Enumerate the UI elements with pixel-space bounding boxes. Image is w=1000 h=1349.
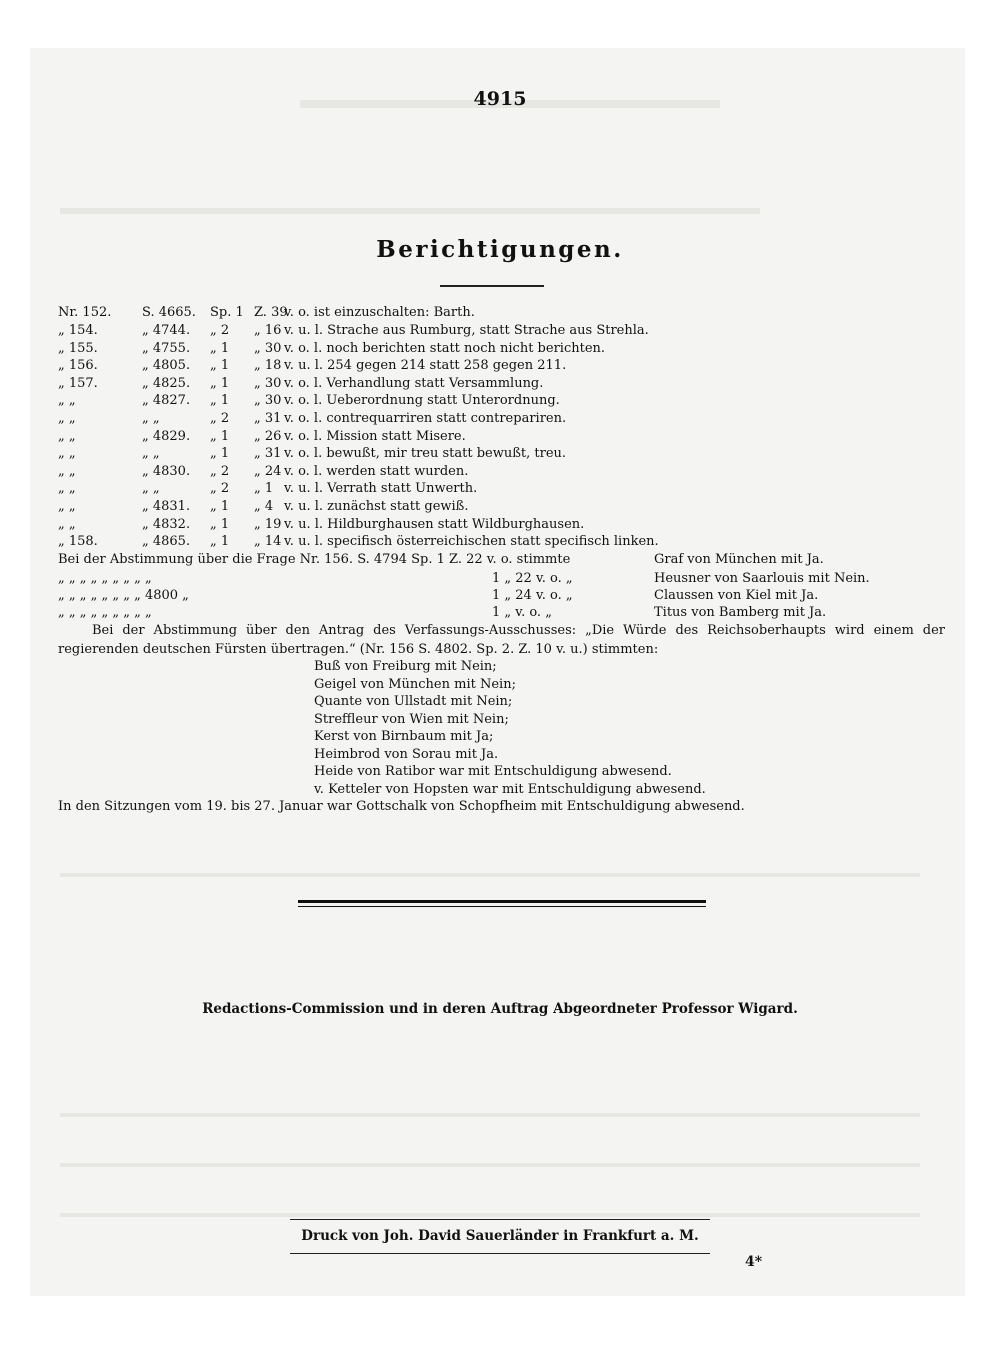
- voter-line: Heide von Ratibor war mit Entschuldigung abwesend.: [314, 764, 672, 779]
- absence-note: In den Sitzungen vom 19. bis 27. Januar war Gottschalk von Schopfheim mit Entschuldigung abwesend.: [58, 799, 745, 814]
- voter-line: Kerst von Birnbaum mit Ja;: [314, 729, 494, 744]
- voter-line: Buß von Freiburg mit Nein;: [314, 659, 497, 674]
- voter-line: Geigel von München mit Nein;: [314, 677, 516, 692]
- sheet-signature: 4*: [745, 1254, 763, 1270]
- bleed-through-mark: [60, 873, 920, 877]
- bleed-through-mark: [60, 1163, 920, 1167]
- commission-credit: Redactions-Commission und in deren Auftrag Abgeordneter Professor Wigard.: [202, 1001, 798, 1017]
- page-number: 4915: [473, 88, 527, 110]
- printer-rule-top: [290, 1219, 710, 1220]
- bleed-through-mark: [60, 1113, 920, 1117]
- bleed-through-mark: [60, 208, 760, 214]
- voter-line: Streffleur von Wien mit Nein;: [314, 712, 509, 727]
- bleed-through-mark: [60, 1213, 920, 1217]
- resolution-paragraph: Bei der Abstimmung über den Antrag des Verfassungs-Ausschusses: „Die Würde des Reichsoberhaupts wird einem der regierenden deutschen Fürsten übertragen.“ (Nr. 156 S. 4802. Sp. 2. Z. 10 v. u.) stimmten:: [58, 623, 945, 657]
- section-divider-thin: [298, 906, 706, 907]
- votes-intro: Bei der Abstimmung über die Frage Nr. 156. S. 4794 Sp. 1 Z. 22 v. o. stimmte: [58, 552, 571, 567]
- voter-line: Heimbrod von Sorau mit Ja.: [314, 747, 499, 762]
- page-title: Berichtigungen.: [376, 236, 624, 263]
- printer-rule-bottom: [290, 1253, 710, 1254]
- voter-line: Quante von Ullstadt mit Nein;: [314, 694, 513, 709]
- printer-imprint: Druck von Joh. David Sauerländer in Frankfurt a. M.: [301, 1228, 699, 1244]
- title-divider: [440, 285, 544, 287]
- voter-line: v. Ketteler von Hopsten war mit Entschuldigung abwesend.: [314, 782, 706, 797]
- section-divider: [298, 900, 706, 903]
